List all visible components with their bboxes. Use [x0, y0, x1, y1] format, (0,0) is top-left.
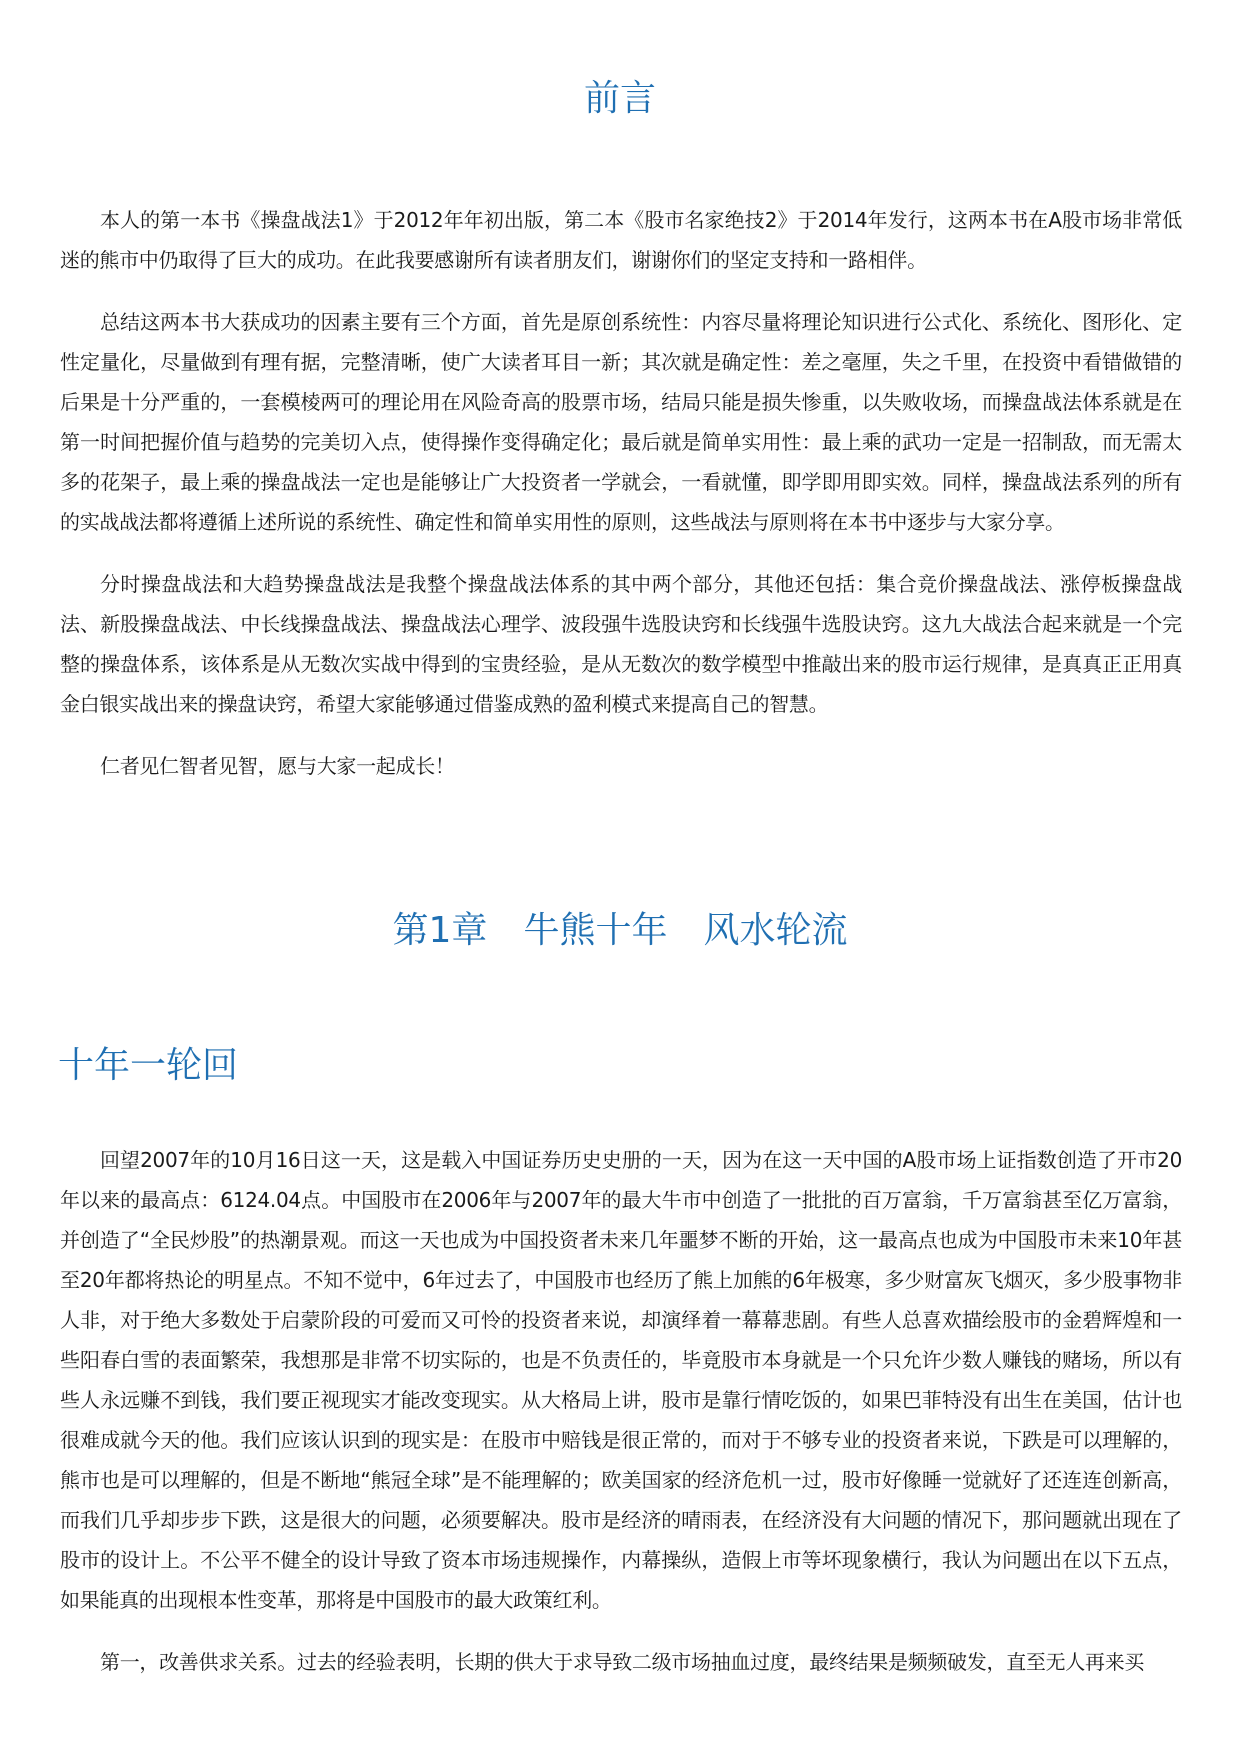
chapter-number: 第1章: [392, 910, 488, 951]
chapter-title-part1: 牛熊十年: [523, 910, 668, 951]
preface-paragraph: 总结这两本书大获成功的因素主要有三个方面，首先是原创系统性：内容尽量将理论知识进行公式化、系统化、图形化、定性定量化，尽量做到有理有据，完整清晰，使广大读者耳目一新；其次就是确定性：差之毫厘，失之千里，在投资中看错做错的后果是十分严重的，一套模棱两可的理论用在风险奇高的股票市场，结局只能是损失惨重，以失败收场，而操盘战法体系就是在第一时间把握价值与趋势的完美切入点，使得操作变得确定化；最后就是简单实用性：最上乘的武功一定是一招制敌，而无需太多的花架子，最上乘的操盘战法一定也是能够让广大投资者一学就会，一看就懂，即学即用即实效。同样，操盘战法系列的所有的实战战法都将遵循上述所说的系统性、确定性和简单实用性的原则，这些战法与原则将在本书中逐步与大家分享。: [60, 310, 1182, 534]
section-paragraph: 第一，改善供求关系。过去的经验表明，长期的供大于求导致二级市场抽血过度，最终结果是频频破发，直至无人再来买: [100, 1650, 1145, 1674]
chapter-title: [0, 906, 1240, 956]
preface-body: [60, 200, 1182, 808]
section-body: [60, 1140, 1182, 1704]
preface-paragraph: 分时操盘战法和大趋势操盘战法是我整个操盘战法体系的其中两个部分，其他还包括：集合竞价操盘战法、涨停板操盘战法、新股操盘战法、中长线操盘战法、操盘战法心理学、波段强牛选股诀窍和长线强牛选股诀窍。这九大战法合起来就是一个完整的操盘体系，该体系是从无数次实战中得到的宝贵经验，是从无数次的数学模型中推敲出来的股市运行规律，是真真正正用真金白银实战出来的操盘诀窍，希望大家能够通过借鉴成熟的盈利模式来提高自己的智慧。: [60, 572, 1182, 716]
preface-title: 前言: [583, 78, 656, 119]
preface-paragraph: 仁者见仁智者见智，愿与大家一起成长！: [100, 754, 455, 778]
section-title: 十年一轮回: [58, 1045, 239, 1086]
preface-paragraph: 本人的第一本书《操盘战法1》于2012年年初出版，第二本《股市名家绝技2》于2014年发行，这两本书在A股市场非常低迷的熊市中仍取得了巨大的成功。在此我要感谢所有读者朋友们，谢谢你们的坚定支持和一路相伴。: [60, 208, 1182, 272]
section-paragraph: 回望2007年的10月16日这一天，这是载入中国证券历史史册的一天，因为在这一天中国的A股市场上证指数创造了开市20年以来的最高点：6124.04点。中国股市在2006年与2007年的最大牛市中创造了一批批的百万富翁，千万富翁甚至亿万富翁，并创造了“全民炒股”的热潮景观。而这一天也成为中国投资者未来几年噩梦不断的开始，这一最高点也成为中国股市未来10年甚至20年都将热论的明星点。不知不觉中，6年过去了，中国股市也经历了熊上加熊的6年极寒，多少财富灰飞烟灭，多少股事物非人非，对于绝大多数处于启蒙阶段的可爱而又可怜的投资者来说，却演绎着一幕幕悲剧。有些人总喜欢描绘股市的金碧辉煌和一些阳春白雪的表面繁荣，我想那是非常不切实际的，也是不负责任的，毕竟股市本身就是一个只允许少数人赚钱的赌场，所以有些人永远赚不到钱，我们要正视现实才能改变现实。从大格局上讲，股市是靠行情吃饭的，如果巴菲特没有出生在美国，估计也很难成就今天的他。我们应该认识到的现实是：在股市中赔钱是很正常的，而对于不够专业的投资者来说，下跌是可以理解的，熊市也是可以理解的，但是不断地“熊冠全球”是不能理解的；欧美国家的经济危机一过，股市好像睡一觉就好了还连连创新高，而我们几乎却步步下跌，这是很大的问题，必须要解决。股市是经济的晴雨表，在经济没有大问题的情况下，那问题就出现在了股市的设计上。不公平不健全的设计导致了资本市场违规操作，内幕操纵，造假上市等坏现象横行，我认为问题出在以下五点，如果能真的出现根本性变革，那将是中国股市的最大政策红利。: [60, 1148, 1182, 1612]
chapter-title-part2: 风水轮流: [703, 910, 848, 951]
